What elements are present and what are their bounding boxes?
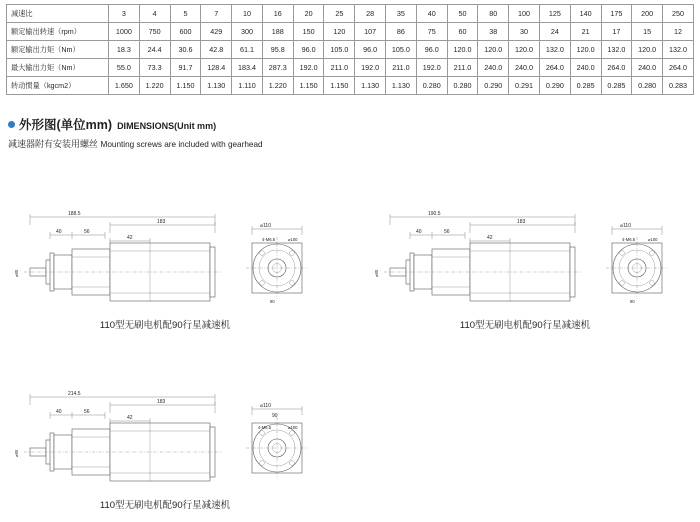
table-cell: 0.291 xyxy=(509,77,540,95)
table-cell: 16 xyxy=(262,5,293,23)
table-cell: 150 xyxy=(293,23,324,41)
dim-body-length-3-text: 183 xyxy=(157,399,166,405)
dim-flange-size-2-text: 90 xyxy=(630,299,635,304)
table-cell: 38 xyxy=(478,23,509,41)
table-cell: 240.0 xyxy=(570,59,601,77)
table-cell: 240.0 xyxy=(478,59,509,77)
table-cell: 192.0 xyxy=(293,59,324,77)
dim-body-length-2-text: 183 xyxy=(517,219,526,225)
table-cell: 0.280 xyxy=(447,77,478,95)
dim-shaft-note-2-text: ⌀110 xyxy=(620,223,631,229)
dimension-total-length-1 xyxy=(30,211,215,225)
table-cell: 96.0 xyxy=(293,41,324,59)
table-cell: 264.0 xyxy=(539,59,570,77)
table-cell: 42.8 xyxy=(201,41,232,59)
table-cell: 4 xyxy=(139,5,170,23)
subtitle-cn: 减速器附有安装用螺丝 xyxy=(8,139,99,149)
table-cell: 40 xyxy=(416,5,447,23)
table-cell: 30.6 xyxy=(170,41,201,59)
table-cell: 55.0 xyxy=(109,59,140,77)
drawing-panel-1 xyxy=(10,205,320,335)
table-cell: 3 xyxy=(109,5,140,23)
table-cell: 12 xyxy=(663,23,694,41)
dim-pcd-note-3-text: ⌀100 xyxy=(288,425,298,430)
table-cell: 80 xyxy=(478,5,509,23)
table-cell: 50 xyxy=(447,5,478,23)
table-cell: 0.290 xyxy=(478,77,509,95)
specification-table xyxy=(6,4,694,95)
dim-b-3-text: 56 xyxy=(84,409,90,415)
table-cell: 5 xyxy=(170,5,201,23)
drawing-caption-3: 110型无刷电机配90行星减速机 xyxy=(99,500,231,511)
table-row xyxy=(7,5,694,23)
table-cell: 1.110 xyxy=(232,77,263,95)
dim-c-3-text: 42 xyxy=(127,415,133,421)
table-cell: 15 xyxy=(632,23,663,41)
dim-c-1-text: 42 xyxy=(127,235,133,241)
table-cell: 18.3 xyxy=(109,41,140,59)
spec-table xyxy=(6,4,694,95)
dimension-total-length-2 xyxy=(390,211,575,225)
table-cell: 120.0 xyxy=(632,41,663,59)
dim-a-3-text: 40 xyxy=(56,409,62,415)
table-cell: 120.0 xyxy=(570,41,601,59)
dim-c-2-text: 42 xyxy=(487,235,493,241)
table-row xyxy=(7,23,694,41)
outline-drawing-2 xyxy=(370,205,680,317)
table-cell: 600 xyxy=(170,23,201,41)
table-cell: 1.650 xyxy=(109,77,140,95)
dim-shaft-dia-1-text: ⌀80 xyxy=(14,269,19,277)
table-cell: 125 xyxy=(539,5,570,23)
table-cell: 0.290 xyxy=(539,77,570,95)
table-cell: 105.0 xyxy=(386,41,417,59)
dimension-sub-3 xyxy=(50,409,150,425)
dimension-total-length-3 xyxy=(30,391,215,405)
table-cell: 0.285 xyxy=(601,77,632,95)
table-cell: 120 xyxy=(324,23,355,41)
table-cell: 28 xyxy=(355,5,386,23)
dim-pcd-note-2-text: ⌀100 xyxy=(648,237,658,242)
dim-body-length-1-text: 183 xyxy=(157,219,166,225)
table-cell: 73.3 xyxy=(139,59,170,77)
front-view-2 xyxy=(606,223,668,304)
table-cell: 250 xyxy=(663,5,694,23)
table-cell: 107 xyxy=(355,23,386,41)
table-cell: 21 xyxy=(570,23,601,41)
table-cell: 0.285 xyxy=(570,77,601,95)
table-cell: 1.220 xyxy=(262,77,293,95)
drawing-caption-2: 110型无刷电机配90行星减速机 xyxy=(459,320,591,331)
front-view-1 xyxy=(246,223,308,304)
table-cell: 61.1 xyxy=(232,41,263,59)
dim-shaft-dia-3-text: ⌀80 xyxy=(14,449,19,457)
front-view-3 xyxy=(246,403,308,479)
table-cell: 96.0 xyxy=(416,41,447,59)
table-cell: 128.4 xyxy=(201,59,232,77)
dim-bolt-note-3-text: 4-M6.5 xyxy=(258,425,272,430)
dim-pcd-note-1-text: ⌀100 xyxy=(288,237,298,242)
table-cell: 25 xyxy=(324,5,355,23)
table-cell: 1.150 xyxy=(324,77,355,95)
table-cell: 192.0 xyxy=(416,59,447,77)
dimension-sub-2 xyxy=(410,229,510,245)
table-cell: 96.0 xyxy=(355,41,386,59)
table-cell: 30 xyxy=(509,23,540,41)
table-cell: 120.0 xyxy=(447,41,478,59)
dimensions-section-heading xyxy=(8,115,216,133)
side-view-body-1 xyxy=(14,243,222,301)
table-row xyxy=(7,41,694,59)
table-cell: 17 xyxy=(601,23,632,41)
table-cell: 0.283 xyxy=(663,77,694,95)
table-row xyxy=(7,77,694,95)
table-cell: 0.280 xyxy=(416,77,447,95)
table-cell: 10 xyxy=(232,5,263,23)
dim-flange-size-3-text: 90 xyxy=(272,413,278,419)
row-header: 减速比 xyxy=(7,5,109,23)
table-cell: 95.8 xyxy=(262,41,293,59)
row-header: 转动惯量（kgcm2） xyxy=(7,77,109,95)
dim-flange-size-1-text: 90 xyxy=(270,299,275,304)
table-cell: 183.4 xyxy=(232,59,263,77)
table-cell: 264.0 xyxy=(663,59,694,77)
dimension-body-length-3 xyxy=(110,399,215,413)
dimension-body-length-1 xyxy=(110,219,215,233)
table-cell: 75 xyxy=(416,23,447,41)
dim-shaft-dia-2-text: ⌀80 xyxy=(374,269,379,277)
table-cell: 211.0 xyxy=(447,59,478,77)
subtitle-en: Mounting screws are included with gearhead xyxy=(100,140,263,149)
table-cell: 1.150 xyxy=(293,77,324,95)
table-cell: 750 xyxy=(139,23,170,41)
dim-bolt-note-2-text: 4-M6.5 xyxy=(622,237,636,242)
table-cell: 60 xyxy=(447,23,478,41)
dimensions-section-subtitle xyxy=(8,137,263,150)
row-header: 额定输出转速（rpm） xyxy=(7,23,109,41)
table-cell: 1.150 xyxy=(170,77,201,95)
table-cell: 240.0 xyxy=(632,59,663,77)
dim-shaft-note-3-text: ⌀110 xyxy=(260,403,271,409)
section-title-cn: 外形图(单位mm) xyxy=(19,118,113,132)
dimension-sub-1 xyxy=(50,229,150,245)
dim-b-1-text: 56 xyxy=(84,229,90,235)
table-cell: 211.0 xyxy=(386,59,417,77)
outline-drawing-1 xyxy=(10,205,320,317)
drawing-panel-2 xyxy=(370,205,680,335)
table-cell: 264.0 xyxy=(601,59,632,77)
table-cell: 100 xyxy=(509,5,540,23)
table-row xyxy=(7,59,694,77)
dim-b-2-text: 56 xyxy=(444,229,450,235)
dim-total-length-1-text: 188.5 xyxy=(68,211,81,217)
dim-a-1-text: 40 xyxy=(56,229,62,235)
table-cell: 1.130 xyxy=(355,77,386,95)
outline-drawing-3 xyxy=(10,385,320,497)
side-view-body-3 xyxy=(14,423,222,481)
side-view-body-2 xyxy=(374,243,582,301)
table-cell: 24.4 xyxy=(139,41,170,59)
row-header: 最大输出力矩（Nm） xyxy=(7,59,109,77)
table-cell: 7 xyxy=(201,5,232,23)
table-cell: 86 xyxy=(386,23,417,41)
table-cell: 120.0 xyxy=(509,41,540,59)
table-cell: 240.0 xyxy=(509,59,540,77)
table-cell: 35 xyxy=(386,5,417,23)
table-cell: 120.0 xyxy=(478,41,509,59)
row-header: 额定输出力矩（Nm） xyxy=(7,41,109,59)
table-cell: 188 xyxy=(262,23,293,41)
table-cell: 1.220 xyxy=(139,77,170,95)
table-cell: 300 xyxy=(232,23,263,41)
table-cell: 429 xyxy=(201,23,232,41)
dimension-body-length-2 xyxy=(470,219,575,233)
table-cell: 24 xyxy=(539,23,570,41)
table-cell: 140 xyxy=(570,5,601,23)
table-cell: 132.0 xyxy=(663,41,694,59)
table-cell: 200 xyxy=(632,5,663,23)
table-cell: 1.130 xyxy=(386,77,417,95)
table-cell: 192.0 xyxy=(355,59,386,77)
table-cell: 211.0 xyxy=(324,59,355,77)
dim-a-2-text: 40 xyxy=(416,229,422,235)
table-cell: 0.280 xyxy=(632,77,663,95)
drawing-panel-3 xyxy=(10,385,320,515)
table-cell: 175 xyxy=(601,5,632,23)
table-cell: 132.0 xyxy=(601,41,632,59)
drawing-caption-1: 110型无刷电机配90行星减速机 xyxy=(99,320,231,331)
table-cell: 1000 xyxy=(109,23,140,41)
dim-shaft-note-1-text: ⌀110 xyxy=(260,223,271,229)
dim-total-length-2-text: 190.5 xyxy=(428,211,441,217)
table-cell: 287.3 xyxy=(262,59,293,77)
table-cell: 105.0 xyxy=(324,41,355,59)
table-cell: 91.7 xyxy=(170,59,201,77)
table-cell: 1.130 xyxy=(201,77,232,95)
bullet-dot-icon xyxy=(8,121,15,128)
dim-bolt-note-1-text: 4-M6.5 xyxy=(262,237,276,242)
table-cell: 20 xyxy=(293,5,324,23)
section-title-en: DIMENSIONS(Unit mm) xyxy=(117,121,217,131)
table-cell: 132.0 xyxy=(539,41,570,59)
dim-total-length-3-text: 214.5 xyxy=(68,391,81,397)
